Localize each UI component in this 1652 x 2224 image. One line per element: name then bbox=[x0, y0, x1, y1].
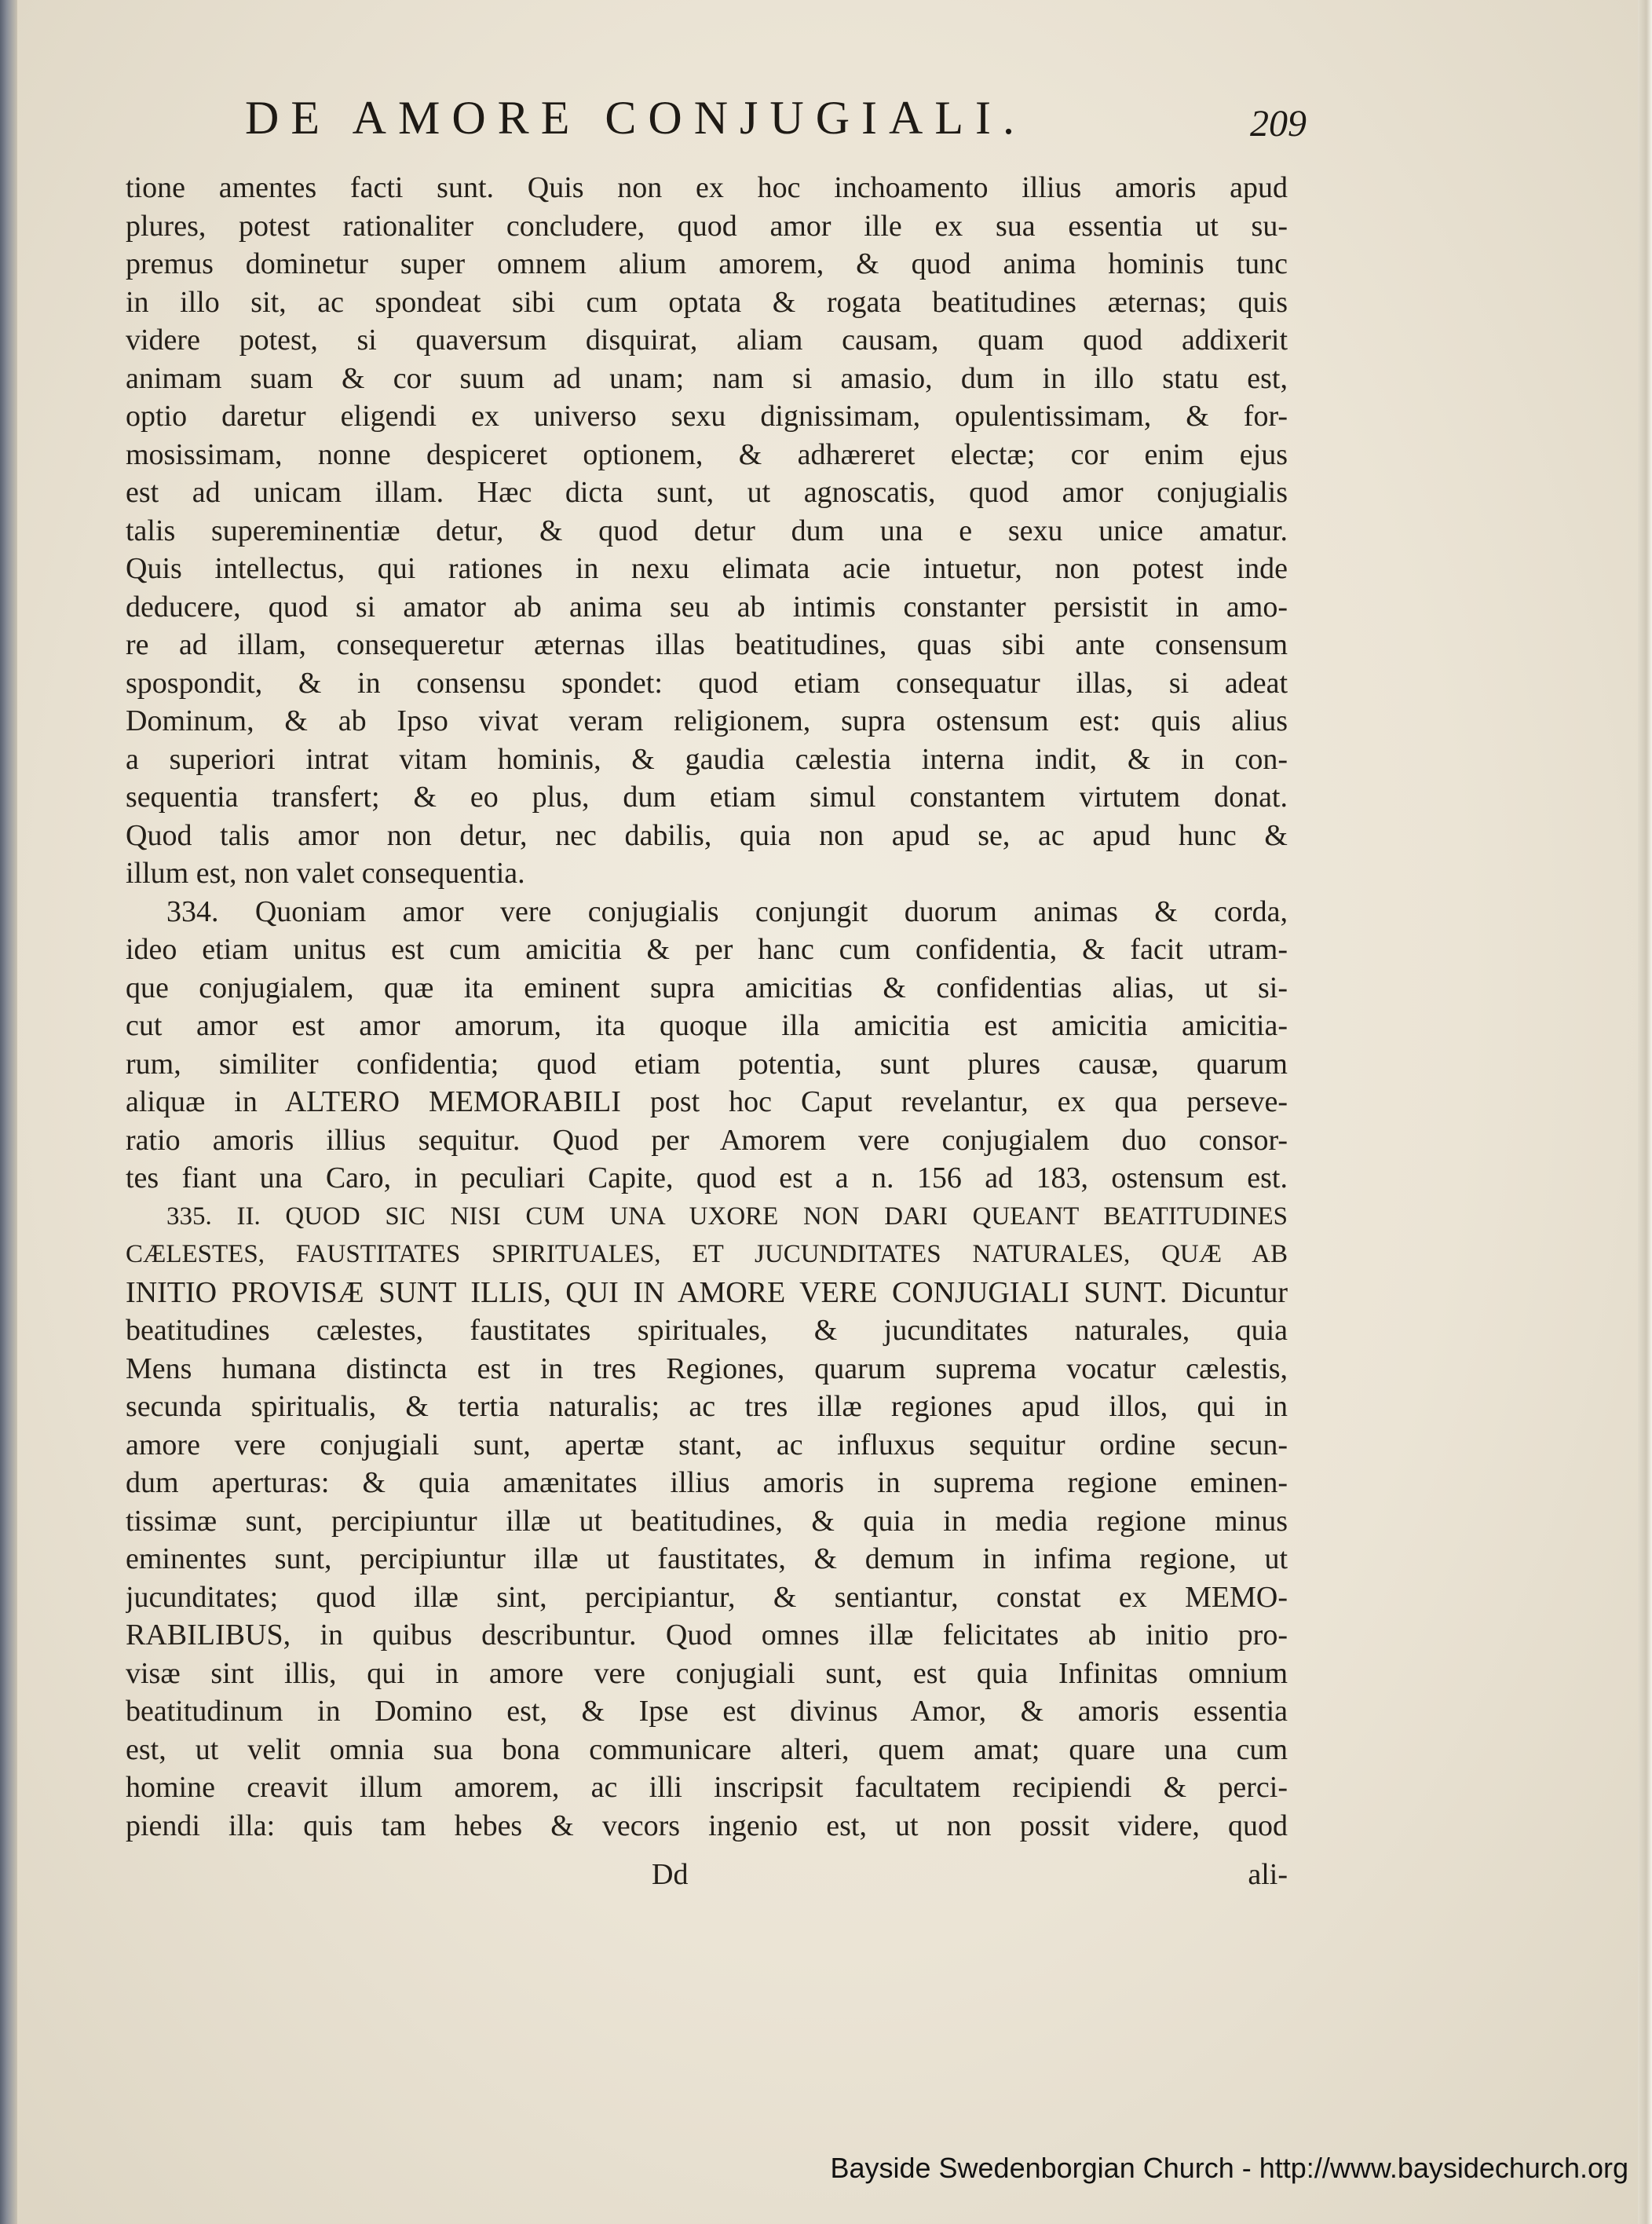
text-line: in illo sit, ac spondeat sibi cum optata & rogata beatitudines æternas; quis bbox=[126, 285, 1288, 319]
text-line: tissimæ sunt, percipiuntur illæ ut beatitudines, & quia in media regione minus bbox=[126, 1504, 1288, 1538]
text-line: re ad illam, consequeretur æternas illas beatitudines, quas sibi ante consensum bbox=[126, 628, 1288, 661]
body-text bbox=[126, 169, 1288, 1845]
text-line: ratio amoris illius sequitur. Quod per Amorem vere conjugialem duo consor- bbox=[126, 1123, 1288, 1157]
page-header bbox=[245, 85, 1307, 151]
text-line: est ad unicam illam. Hæc dicta sunt, ut agnoscatis, quod amor conjugialis bbox=[126, 476, 1288, 509]
text-line: INITIO PROVISÆ SUNT ILLIS, QUI IN AMORE VERE CONJUGIALI SUNT. Dicuntur bbox=[126, 1275, 1288, 1309]
text-line: aliquæ in ALTERO MEMORABILI post hoc Caput revelantur, ex qua perseve- bbox=[126, 1085, 1288, 1118]
text-line: deducere, quod si amator ab anima seu ab intimis constanter persistit in amo- bbox=[126, 590, 1288, 624]
text-line: homine creavit illum amorem, ac illi inscripsit facultatem recipiendi & perci- bbox=[126, 1771, 1288, 1804]
text-line: Mens humana distincta est in tres Regiones, quarum suprema vocatur cælestis, bbox=[126, 1352, 1288, 1385]
text-line: premus dominetur super omnem alium amorem, & quod anima hominis tunc bbox=[126, 247, 1288, 280]
text-line: tes fiant una Caro, in peculiari Capite, quod est a n. 156 ad 183, ostensum est. bbox=[126, 1161, 1288, 1194]
text-line: spospondit, & in consensu spondet: quod etiam consequatur illas, si adeat bbox=[126, 666, 1288, 700]
watermark-credit: Bayside Swedenborgian Church - http://www.baysidechurch.org bbox=[830, 2152, 1628, 2184]
text-line: beatitudinum in Domino est, & Ipse est divinus Amor, & amoris essentia bbox=[126, 1695, 1288, 1728]
text-line: Dominum, & ab Ipso vivat veram religionem, supra ostensum est: quis alius bbox=[126, 704, 1288, 737]
signature-mark: Dd bbox=[652, 1858, 689, 1891]
page-edge bbox=[1638, 0, 1652, 2224]
running-title: DE AMORE CONJUGIALI. bbox=[245, 92, 1026, 144]
section-334-start: 334. Quoniam amor vere conjugialis conjungit duorum animas & corda, bbox=[166, 894, 1288, 928]
page-footer bbox=[126, 1857, 1288, 1897]
text-line: rum, similiter confidentia; quod etiam potentia, sunt plures causæ, quarum bbox=[126, 1047, 1288, 1081]
text-line: a superiori intrat vitam hominis, & gaudia cælestia interna indit, & in con- bbox=[126, 742, 1288, 776]
text-line: dum aperturas: & quia amænitates illius amoris in suprema regione eminen- bbox=[126, 1466, 1288, 1499]
text-line: jucunditates; quod illæ sint, percipiantur, & sentiantur, constat ex MEMO- bbox=[126, 1580, 1288, 1614]
text-line: tione amentes facti sunt. Quis non ex hoc inchoamento illius amoris apud bbox=[126, 171, 1288, 204]
text-line: Quod talis amor non detur, nec dabilis, quia non apud se, ac apud hunc & bbox=[126, 818, 1288, 852]
text-line: talis supereminentiæ detur, & quod detur dum una e sexu unice amatur. bbox=[126, 514, 1288, 547]
paragraph-end-line: illum est, non valet consequentia. bbox=[126, 857, 525, 890]
page-number: 209 bbox=[1250, 103, 1307, 144]
text-line: RABILIBUS, in quibus describuntur. Quod omnes illæ felicitates ab initio pro- bbox=[126, 1619, 1288, 1652]
text-line: secunda spiritualis, & tertia naturalis; ac tres illæ regiones apud illos, qui in bbox=[126, 1390, 1288, 1423]
catchword: ali- bbox=[1248, 1858, 1288, 1891]
text-line: visæ sint illis, qui in amore vere conjugiali sunt, est quia Infinitas omnium bbox=[126, 1656, 1288, 1690]
text-line: ideo etiam unitus est cum amicitia & per hanc cum confidentia, & facit utram- bbox=[126, 933, 1288, 966]
text-line: amore vere conjugiali sunt, apertæ stant, ac influxus sequitur ordine secun- bbox=[126, 1428, 1288, 1461]
text-line: CÆLESTES, FAUSTITATES SPIRITUALES, ET JUCUNDITATES NATURALES, QUÆ AB bbox=[126, 1240, 1288, 1268]
section-335-start: 335. II. QUOD SIC NISI CUM UNA UXORE NON DARI QUEANT BEATITUDINES bbox=[166, 1202, 1288, 1231]
text-line: animam suam & cor suum ad unam; nam si amasio, dum in illo statu est, bbox=[126, 361, 1288, 395]
text-line: beatitudines cælestes, faustitates spirituales, & jucunditates naturales, quia bbox=[126, 1314, 1288, 1347]
text-line: eminentes sunt, percipiuntur illæ ut faustitates, & demum in infima regione, ut bbox=[126, 1542, 1288, 1575]
text-line: cut amor est amor amorum, ita quoque illa amicitia est amicitia amicitia- bbox=[126, 1009, 1288, 1042]
text-line: plures, potest rationaliter concludere, quod amor ille ex sua essentia ut su- bbox=[126, 209, 1288, 243]
text-line: piendi illa: quis tam hebes & vecors ingenio est, ut non possit videre, quod bbox=[126, 1809, 1288, 1842]
book-spine bbox=[0, 0, 17, 2224]
text-line: optio daretur eligendi ex universo sexu dignissimam, opulentissimam, & for- bbox=[126, 400, 1288, 433]
text-line: que conjugialem, quæ ita eminent supra amicitias & confidentias alias, ut si- bbox=[126, 971, 1288, 1004]
text-line: mosissimam, nonne despiceret optionem, & adhæreret electæ; cor enim ejus bbox=[126, 437, 1288, 471]
text-line: videre potest, si quaversum disquirat, aliam causam, quam quod addixerit bbox=[126, 324, 1288, 357]
text-line: sequentia transfert; & eo plus, dum etiam simul constantem virtutem donat. bbox=[126, 781, 1288, 814]
text-line: est, ut velit omnia sua bona communicare alteri, quem amat; quare una cum bbox=[126, 1732, 1288, 1766]
text-line: Quis intellectus, qui rationes in nexu elimata acie intuetur, non potest inde bbox=[126, 552, 1288, 585]
